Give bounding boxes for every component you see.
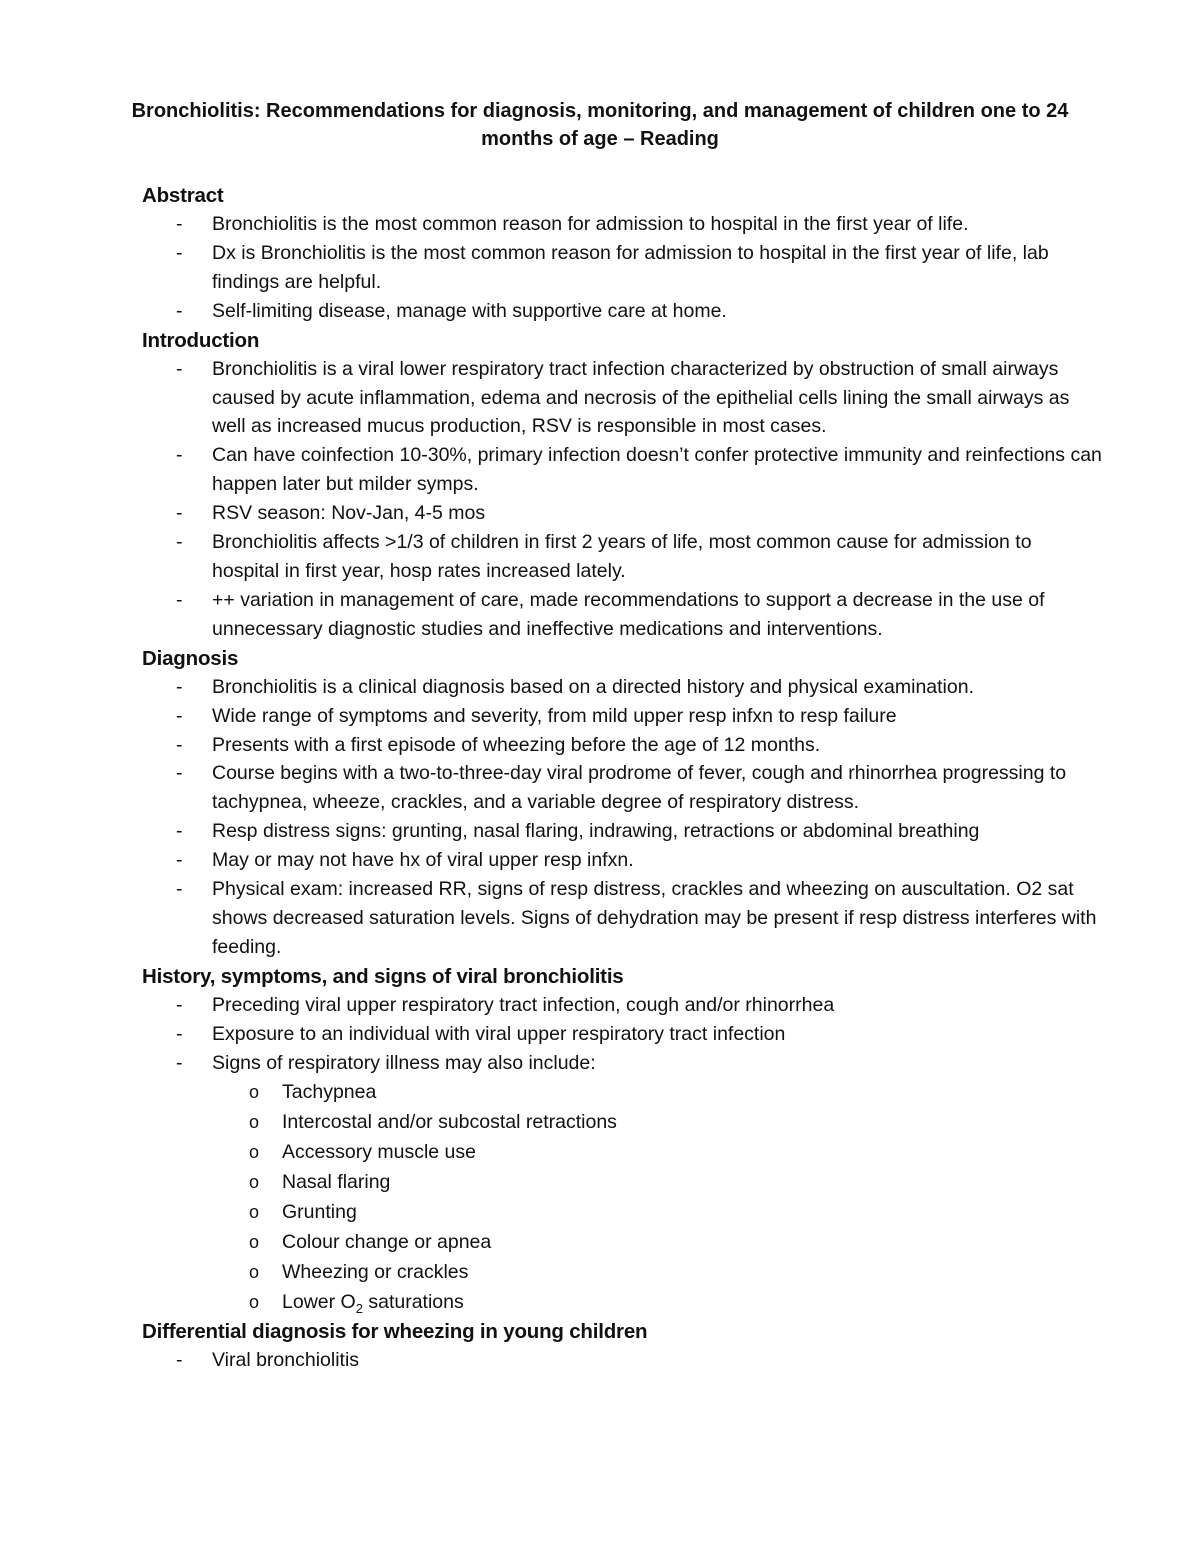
dash-bullet: - — [176, 675, 183, 698]
section-heading-abstract: Abstract — [142, 184, 224, 207]
sub-list-item-text — [282, 1291, 464, 1317]
dash-bullet: - — [176, 213, 183, 235]
circle-bullet: o — [249, 1292, 260, 1313]
list-item-text: Self-limiting disease, manage with supportive care at home. — [212, 299, 727, 322]
list-item-text: Viral bronchiolitis — [212, 1349, 360, 1372]
dash-bullet: - — [176, 299, 183, 322]
sub-list-item — [142, 1227, 1102, 1257]
circle-bullet: o — [249, 1142, 260, 1163]
list-item-text: Signs of respiratory illness may also include: — [212, 1051, 596, 1074]
diagnosis-list — [142, 673, 1102, 962]
dash-bullet: - — [176, 733, 183, 756]
sub-list-item-text: Accessory muscle use — [282, 1141, 476, 1164]
circle-bullet: o — [249, 1112, 260, 1133]
circle-bullet: o — [249, 1082, 260, 1103]
list-item-text: Course begins with a two-to-three-day viral prodrome of fever, cough and rhinorrhea progressing to tachypnea, wheeze, crackles, and a variable degree of respiratory distress. — [212, 762, 1067, 814]
list-item-text: ++ variation in management of care, made recommendations to support a decrease in the use of unnecessary diagnostic studies and ineffective medications and interventions. — [212, 588, 1045, 640]
list-item — [142, 731, 1102, 760]
list-item — [142, 239, 1102, 297]
list-item-text: Preceding viral upper respiratory tract infection, cough and/or rhinorrhea — [212, 993, 835, 1016]
section-introduction — [142, 326, 1102, 644]
list-item — [142, 673, 1102, 702]
list-item — [142, 1346, 1102, 1375]
list-item-text: Bronchiolitis is a clinical diagnosis based on a directed history and physical examination. — [212, 675, 974, 698]
dash-bullet: - — [176, 241, 183, 264]
list-item — [142, 355, 1102, 442]
circle-bullet: o — [249, 1232, 260, 1253]
o2-suffix: saturations — [362, 1291, 464, 1314]
section-history — [142, 962, 1102, 1318]
sub-list-item — [142, 1107, 1102, 1137]
list-item-text: Exposure to an individual with viral upper respiratory tract infection — [212, 1022, 786, 1045]
o2-prefix: Lower O — [282, 1291, 356, 1314]
history-list — [142, 991, 1102, 1078]
document-title: Bronchiolitis: Recommendations for diagnosis, monitoring, and management of children one to 24 months of age – Reading — [131, 100, 1069, 150]
section-heading-differential: Differential diagnosis for wheezing in young children — [142, 1320, 648, 1344]
circle-bullet: o — [249, 1202, 260, 1223]
o2-subscript: 2 — [355, 1301, 363, 1317]
dash-bullet: - — [176, 1349, 183, 1372]
introduction-list — [142, 355, 1102, 644]
sub-list-item-text: Intercostal and/or subcostal retractions — [282, 1111, 617, 1134]
signs-sublist — [142, 1077, 1102, 1317]
section-heading-history: History, symptoms, and signs of viral bronchiolitis — [142, 964, 624, 988]
list-item — [142, 528, 1102, 586]
dash-bullet: - — [176, 588, 183, 611]
dash-bullet: - — [176, 357, 183, 380]
circle-bullet: o — [249, 1172, 260, 1193]
sub-list-item — [142, 1257, 1102, 1287]
dash-bullet: - — [176, 820, 183, 843]
sub-list-item — [142, 1167, 1102, 1197]
list-item — [142, 210, 1102, 239]
dash-bullet: - — [176, 1022, 183, 1045]
list-item — [142, 702, 1102, 731]
sub-list-item-text: Grunting — [282, 1201, 357, 1224]
dash-bullet: - — [176, 878, 183, 901]
sub-list-item-text: Wheezing or crackles — [282, 1261, 469, 1284]
section-diagnosis — [142, 644, 1102, 962]
list-item-text: Wide range of symptoms and severity, from mild upper resp infxn to resp failure — [212, 704, 897, 727]
differential-list — [142, 1346, 1102, 1375]
list-item — [142, 499, 1102, 528]
list-item — [142, 586, 1102, 644]
sub-list-item — [142, 1137, 1102, 1167]
dash-bullet: - — [176, 444, 183, 467]
list-item — [142, 441, 1102, 499]
sub-list-item — [142, 1197, 1102, 1227]
dash-bullet: - — [176, 704, 183, 727]
list-item-text: Bronchiolitis is a viral lower respiratory tract infection characterized by obstruction of small airways caused by acute inflammation, edema and necrosis of the epithelial cells lining the small airways as well as increased mucus production, RSV is responsible in most cases. — [212, 357, 1070, 438]
sub-list-item-text: Nasal flaring — [282, 1171, 391, 1194]
list-item-text: Dx is Bronchiolitis is the most common reason for admission to hospital in the first year of life, lab findings are helpful. — [212, 241, 1049, 293]
list-item-text: RSV season: Nov-Jan, 4-5 mos — [212, 502, 486, 525]
dash-bullet: - — [176, 1051, 183, 1074]
circle-bullet: o — [249, 1262, 260, 1283]
list-item — [142, 1049, 1102, 1078]
sub-list-item — [142, 1077, 1102, 1107]
list-item — [142, 846, 1102, 875]
list-item — [142, 991, 1102, 1020]
list-item — [142, 875, 1102, 962]
document-body — [142, 181, 1102, 1375]
dash-bullet: - — [176, 502, 183, 525]
list-item-text: Bronchiolitis is the most common reason for admission to hospital in the first year of life. — [212, 213, 969, 235]
list-item-text: May or may not have hx of viral upper resp infxn. — [212, 849, 634, 872]
section-abstract — [142, 181, 1102, 326]
dash-bullet: - — [176, 993, 183, 1016]
section-heading-introduction: Introduction — [142, 328, 260, 352]
dash-bullet: - — [176, 531, 183, 554]
sub-list-item — [142, 1287, 1102, 1317]
list-item — [142, 759, 1102, 817]
list-item — [142, 817, 1102, 846]
dash-bullet: - — [176, 849, 183, 872]
list-item-text: Resp distress signs: grunting, nasal flaring, indrawing, retractions or abdominal breathing — [212, 820, 980, 843]
dash-bullet: - — [176, 762, 183, 785]
list-item-text: Bronchiolitis affects >1/3 of children in first 2 years of life, most common cause for admission to hospital in first year, hosp rates increased lately. — [212, 531, 1032, 582]
list-item-text: Presents with a first episode of wheezing before the age of 12 months. — [212, 733, 821, 756]
sub-list-item-text: Colour change or apnea — [282, 1231, 492, 1254]
list-item-text: Physical exam: increased RR, signs of resp distress, crackles and wheezing on auscultation. O2 sat shows decreased saturation levels. Signs of dehydration may be present if resp distress interferes with feeding. — [212, 878, 1097, 958]
list-item — [142, 1020, 1102, 1049]
abstract-list — [142, 210, 1102, 326]
list-item-text: Can have coinfection 10-30%, primary infection doesn’t confer protective immunity and reinfections can happen later but milder symps. — [212, 444, 1102, 496]
sub-list-item-text: Tachypnea — [282, 1081, 377, 1104]
section-differential — [142, 1317, 1102, 1375]
list-item — [142, 297, 1102, 326]
section-heading-diagnosis: Diagnosis — [142, 646, 239, 670]
